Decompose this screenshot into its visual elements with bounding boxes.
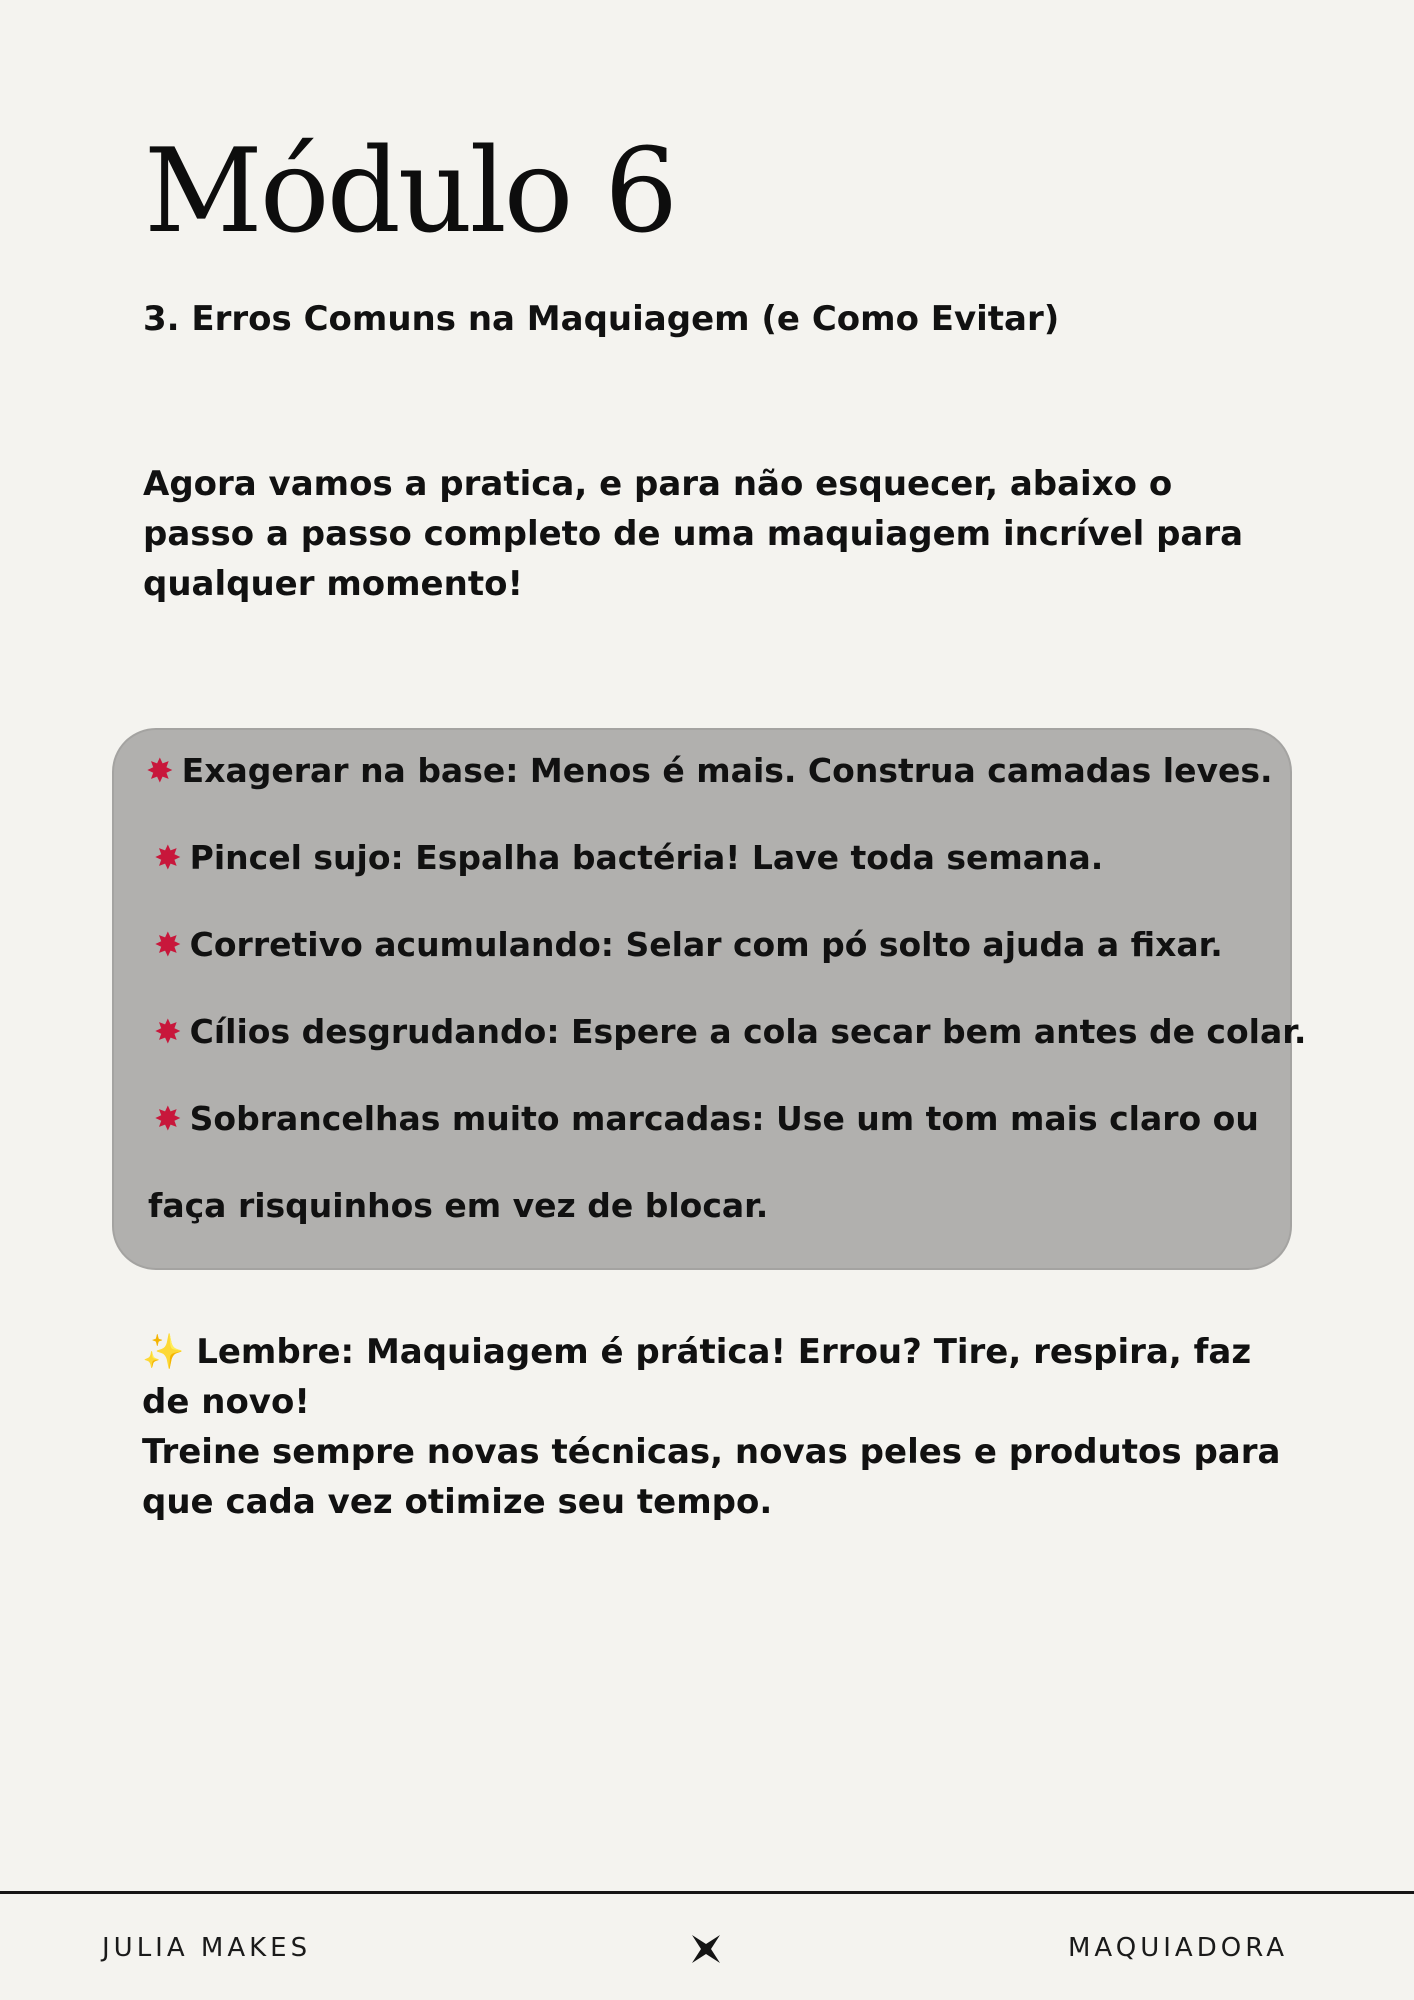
footer-role: MAQUIADORA <box>1068 1933 1288 1963</box>
reminder-line-2: Treine sempre novas técnicas, novas peles e produtos para que cada vez otimize seu tempo. <box>142 1432 1281 1522</box>
collision-icon: ✸ <box>154 1099 182 1138</box>
error-item <box>154 1011 1306 1053</box>
error-item-text: Cílios desgrudando: Espere a cola secar bem antes de colar. <box>189 1012 1307 1051</box>
collision-icon: ✸ <box>146 751 174 790</box>
error-item <box>154 1098 1259 1140</box>
error-item-text: Sobrancelhas muito marcadas: Use um tom mais claro ou <box>189 1099 1259 1138</box>
footer-brand: JULIA MAKES <box>102 1933 312 1963</box>
section-subtitle: 3. Erros Comuns na Maquiagem (e Como Evitar) <box>143 299 1060 339</box>
collision-icon: ✸ <box>154 925 182 964</box>
error-item <box>154 924 1223 966</box>
error-item-text: Pincel sujo: Espalha bactéria! Lave toda semana. <box>189 838 1104 877</box>
footer-divider <box>0 1891 1414 1894</box>
sparkles-icon: ✨ <box>142 1332 185 1372</box>
error-item <box>154 837 1103 879</box>
collision-icon: ✸ <box>154 838 182 877</box>
collision-icon: ✸ <box>154 1012 182 1051</box>
common-errors-box <box>112 728 1307 1270</box>
error-item-continuation: faça risquinhos em vez de blocar. <box>148 1186 769 1225</box>
reminder-paragraph <box>142 1327 1292 1527</box>
error-item-text: Corretivo acumulando: Selar com pó solto ajuda a fixar. <box>189 925 1223 964</box>
four-point-star-icon <box>688 1931 724 1967</box>
intro-paragraph: Agora vamos a pratica, e para não esquecer, abaixo o passo a passo completo de uma maquiagem incrível para qualquer momento! <box>143 464 1244 604</box>
error-item <box>146 750 1273 792</box>
page-title: Módulo 6 <box>144 124 676 259</box>
reminder-line-1: Lembre: Maquiagem é prática! Errou? Tire, respira, faz de novo! <box>142 1332 1252 1422</box>
error-item-text: Exagerar na base: Menos é mais. Construa camadas leves. <box>181 751 1273 790</box>
